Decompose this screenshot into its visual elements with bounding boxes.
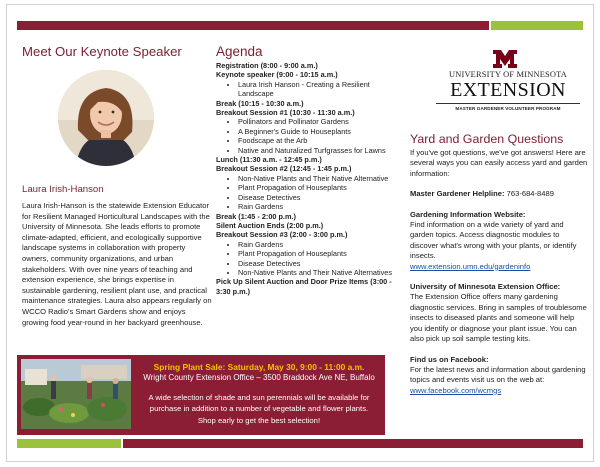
umn-extension-logo (436, 50, 580, 114)
speaker-portrait-image (58, 70, 154, 166)
agenda-block-title: Break (10:15 - 10:30 a.m.) (216, 98, 304, 108)
agenda-session-item: • Native and Naturalized Turfgrasses for Lawns (238, 146, 394, 155)
agenda-session-item: • Non-Native Plants and Their Native Alternatives (238, 268, 394, 277)
yard-garden-intro: If you've got questions, we've got answers! Here are several ways you can easily access yard and garden information: (410, 148, 588, 178)
agenda-session-item: • Laura Irish Hanson - Creating a Resilient Landscape (238, 80, 394, 99)
agenda-session-item: • Foodscape at the Arb (238, 136, 394, 145)
agenda-block-title: Keynote speaker (9:00 - 10:15 a.m.) (216, 70, 338, 80)
website-link[interactable]: www.extension.umn.edu/gardeninfo (410, 261, 531, 271)
office-text: The Extension Office offers many gardening diagnostic services. Bring in samples of troublesome insects to diseased plants and someone will help you identify or diagnose your plant issue. You can also pick up soil sample testing kits. (410, 292, 587, 344)
yard-garden-heading: Yard and Garden Questions (410, 132, 564, 146)
agenda-block-title: Break (1:45 - 2:00 p.m.) (216, 211, 296, 221)
plant-sale-banner (17, 355, 385, 435)
agenda-session-item: • Non-Native Plants and Their Native Alternative (238, 174, 394, 183)
agenda-session-item: • Disease Detectives (238, 193, 394, 202)
agenda-session-item: • Pollinators and Pollinator Gardens (238, 117, 394, 126)
facebook-link[interactable]: www.facebook.com/wcmgs (410, 385, 502, 395)
logo-program-text: MASTER GARDENER VOLUNTEER PROGRAM (455, 106, 561, 111)
facebook-text: For the latest news and information about gardening topics and events visit us on the web at: (410, 364, 586, 385)
agenda-block-title: Pick Up Silent Auction and Door Prize Items (3:00 - 3:30 p.m.) (216, 277, 392, 296)
facebook-label: Find us on Facebook: (410, 354, 489, 364)
agenda-session-item: • Rain Gardens (238, 202, 394, 211)
info-column (410, 50, 588, 396)
agenda-list (216, 61, 394, 296)
website-text: Find information on a wide variety of yard and garden topics. Access diagnostic modules to discover what's wrong with your plants, or identify insects. (410, 220, 577, 261)
helpline-paragraph (410, 189, 588, 199)
speaker-bio: Laura Irish-Hanson is the statewide Extension Educator for Resilient Managed Horticultural Landscapes with the University of Minnesota. She leads efforts to promote climate-adapted, efficient, and ecologically supportive landscape systems in collaboration with property owners, community organizations, and urban stakeholders. With over nine years of teaching and extension experience, she brings expertise in sustainable gardening, resilient plant use, and practical maintenance strategies. Laura also appears regularly on WCCO Radio's Smart Gardens show and enjoys growing food year-round in her backyard greenhouse. (22, 201, 212, 327)
speaker-name: Laura Irish-Hanson (22, 184, 104, 195)
agenda-session-list (216, 174, 394, 212)
bottom-green-bar (17, 439, 121, 448)
agenda-block-title: Silent Auction Ends (2:00 p.m.) (216, 220, 324, 230)
agenda-session-item: • Rain Gardens (238, 240, 394, 249)
logo-extension-text: EXTENSION (450, 79, 566, 101)
agenda-session-item: • Plant Propagation of Houseplants (238, 249, 394, 258)
banner-title: Spring Plant Sale: Saturday, May 30, 9:00 - 11:00 a.m. (153, 362, 365, 372)
top-green-bar (491, 21, 583, 30)
helpline-label: Master Gardener Helpline: (410, 189, 505, 199)
logo-divider (436, 103, 580, 104)
top-maroon-bar (17, 21, 489, 30)
plant-sale-image (21, 359, 131, 429)
agenda-block-title: Breakout Session #3 (2:00 - 3:00 p.m.) (216, 230, 348, 240)
logo-university-text: UNIVERSITY OF MINNESOTA (448, 70, 568, 79)
agenda-heading: Agenda (216, 44, 263, 59)
agenda-session-item: • Disease Detectives (238, 259, 394, 268)
plant-sale-photo (21, 359, 131, 429)
office-label: University of Minnesota Extension Office: (410, 282, 561, 292)
block-m-logo-icon (493, 50, 517, 68)
speaker-column (22, 44, 212, 328)
agenda-session-item: • A Beginner's Guide to Houseplants (238, 127, 394, 136)
banner-location: Wright County Extension Office – 3500 Braddock Ave NE, Buffalo (143, 373, 375, 382)
agenda-session-list (216, 117, 394, 155)
agenda-session-list (216, 240, 394, 278)
agenda-block-title: Registration (8:00 - 9:00 a.m.) (216, 61, 318, 70)
website-label: Gardening Information Website: (410, 209, 526, 219)
agenda-column (216, 44, 394, 296)
agenda-block-title: Lunch (11:30 a.m. - 12:45 p.m.) (216, 155, 322, 165)
speaker-photo (58, 70, 154, 166)
agenda-block-title: Breakout Session #1 (10:30 - 11:30 a.m.) (216, 108, 355, 118)
agenda-session-item: • Plant Propagation of Houseplants (238, 183, 394, 192)
bottom-maroon-bar (123, 439, 583, 448)
helpline-number: 763-684-8489 (506, 189, 554, 199)
speaker-heading: Meet Our Keynote Speaker (22, 44, 182, 59)
agenda-block-title: Breakout Session #2 (12:45 - 1:45 p.m.) (216, 164, 352, 174)
banner-description: A wide selection of shade and sun perennials will be available for purchase in addition to a number of vegetable and flower plants. Shop early to get the best selection! (148, 393, 370, 425)
agenda-session-list (216, 80, 394, 99)
facebook-paragraph (410, 365, 588, 396)
